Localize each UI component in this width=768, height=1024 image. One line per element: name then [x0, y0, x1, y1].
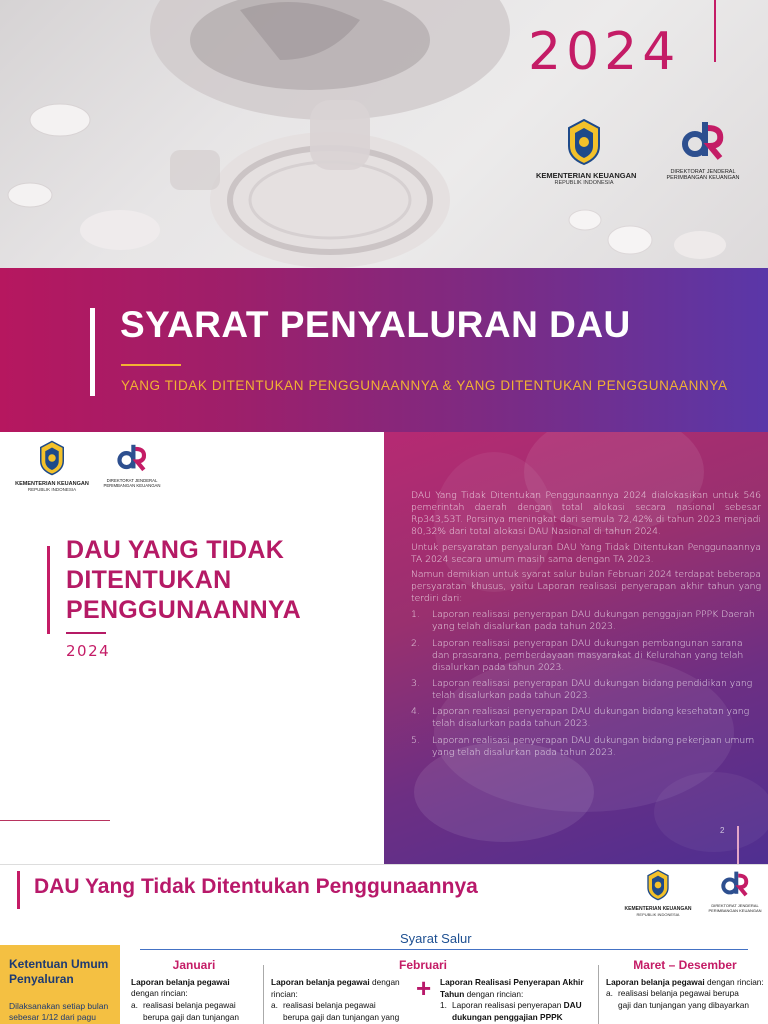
list-item: 2. Laporan realisasi penyerapan DAU dukungan pembangunan sarana dan prasarana, pemberdayaan masyarakat di Kelurahan yang telah disalurkan pada tahun 2023.: [411, 637, 744, 673]
februari-left-block: Laporan belanja pegawai dengan rincian: a. realisasi belanja pegawai berupa gaji dan tunjangan yang: [271, 977, 400, 1022]
band-accent-line: [90, 308, 95, 396]
title-band: [0, 268, 768, 432]
syarat-salur-heading: Syarat Salur: [400, 931, 472, 946]
slide-syarat-salur: [0, 864, 768, 1024]
slide2-requirements-list: [411, 609, 761, 759]
kementerian-keuangan-sub: REPUBLIK INDONESIA: [554, 180, 614, 186]
slide2-right-accent-line: [737, 826, 739, 864]
kementerian-keuangan-logo: [536, 118, 637, 186]
djpk-mark-icon: [721, 869, 749, 899]
djpk-name-line2: PERIMBANGAN KEUANGAN: [666, 175, 740, 182]
djpk-name-line1: DIREKTORAT JENDERAL: [106, 478, 158, 483]
slide2-left-panel: [0, 432, 384, 864]
slide2-title: [66, 536, 301, 625]
garuda-emblem-icon: [644, 869, 672, 901]
djpk-mark-icon: [117, 442, 147, 474]
slide-dau-overview: [0, 432, 768, 864]
column-separator: [263, 965, 264, 1024]
garuda-emblem-icon: [565, 118, 603, 166]
djpk-name-line2: PERIMBANGAN KEUANGAN: [103, 482, 161, 488]
band-title: SYARAT PENYALURAN DAU: [120, 304, 631, 345]
slide2-title-line2: DITENTUKAN: [66, 565, 232, 594]
slide2-title-line3: PENGGUNAANNYA: [66, 595, 301, 624]
slide3-title: DAU Yang Tidak Ditentukan Penggunaannya: [34, 875, 478, 898]
djpk-logo: [706, 869, 764, 913]
slide2-right-panel: [384, 432, 768, 864]
list-item: 5. Laporan realisasi penyerapan DAU dukungan bidang pekerjaan umum yang telah disalurkan pada tahun 2023.: [411, 734, 755, 758]
kementerian-keuangan-logo: [620, 869, 696, 917]
djpk-name-line1: DIREKTORAT JENDERAL: [711, 903, 759, 908]
band-subtitle: YANG TIDAK DITENTUKAN PENGGUNAANNYA & YANG DITENTUKAN PENGGUNAANNYA: [121, 378, 728, 393]
ketentuan-umum-box: [0, 945, 120, 1024]
slide2-bottom-rule: [0, 820, 110, 821]
kementerian-keuangan-name: KEMENTERIAN KEUANGAN: [536, 171, 637, 180]
garuda-emblem-icon: [37, 440, 67, 476]
band-divider: [121, 364, 181, 366]
kementerian-keuangan-sub: REPUBLIK INDONESIA: [636, 912, 680, 917]
slide2-divider: [66, 632, 106, 634]
column-header-maret-desember: Maret – Desember: [633, 958, 737, 972]
kementerian-keuangan-sub: REPUBLIK INDONESIA: [27, 487, 77, 492]
column-maret-desember: Maret – Desember Laporan belanja pegawai dengan rincian: a. realisasi belanja pegawai berupa gaji dan tunjangan yang dibayarkan: [606, 958, 764, 1011]
column-januari: Januari Laporan belanja pegawai dengan rincian: a. realisasi belanja pegawai berupa gaji dan tunjangan: [131, 957, 257, 1023]
djpk-mark-icon: [682, 118, 724, 164]
februari-right-block: Laporan Realisasi Penyerapan Akhir Tahun dengan rincian: 1. Laporan realisasi penyerapan DAU dukungan penggajian PPPK: [440, 977, 584, 1022]
cover-section: [0, 0, 768, 268]
kementerian-keuangan-logo: [14, 440, 90, 492]
ketentuan-umum-title: Ketentuan Umum Penyaluran: [9, 957, 109, 986]
djpk-logo: [100, 442, 164, 489]
djpk-logo: [664, 118, 742, 182]
column-header-januari: Januari: [172, 958, 216, 972]
slide3-accent-line: [17, 871, 20, 909]
list-item: 4. Laporan realisasi penyerapan DAU dukungan bidang kesehatan yang telah disalurkan pada tahun 2023.: [411, 706, 750, 730]
kementerian-keuangan-name: KEMENTERIAN KEUANGAN: [624, 906, 692, 912]
cover-year: 2024: [528, 22, 681, 82]
slide2-paragraph-3: Namun demikian untuk syarat salur bulan Februari 2024 terdapat beberapa persyaratan khusus, yaitu Laporan realisasi penyerapan akhir tahun yang terdiri dari:: [411, 568, 761, 605]
djpk-name-line1: DIREKTORAT JENDERAL: [670, 169, 736, 175]
cover-accent-line: [714, 0, 716, 62]
slide2-paragraph-1: DAU Yang Tidak Ditentukan Penggunaannya 2024 dialokasikan untuk 546 pemerintah daerah dengan total alokasi secara nasional sebesar Rp343,53T. Porsinya meningkat dari semula 72,42% di tahun 2023 menjadi 80,32% dari total alokasi DAU Nasional di tahun 2024.: [411, 490, 761, 538]
column-separator: [598, 965, 599, 1024]
slide2-accent-line: [47, 546, 50, 634]
list-item: 1. Laporan realisasi penyerapan DAU dukungan penggajian PPPK Daerah yang telah disalurkan pada tahun 2023.: [411, 609, 755, 633]
kementerian-keuangan-name: KEMENTERIAN KEUANGAN: [15, 481, 89, 487]
slide2-page-number: 2: [720, 826, 725, 835]
plus-icon: +: [416, 973, 432, 1003]
slide2-body-text: [411, 490, 761, 763]
slide2-year: 2024: [66, 642, 111, 660]
djpk-name-line2: PERIMBANGAN KEUANGAN: [708, 907, 762, 913]
column-header-februari: Februari: [399, 958, 448, 972]
ketentuan-umum-text: Dilaksanakan setiap bulan sebesar 1/12 dari pagu: [9, 1001, 109, 1023]
slide2-paragraph-2: Untuk persyaratan penyaluran DAU Yang Tidak Ditentukan Penggunaannya TA 2024 secara umum masih sama dengan TA 2023.: [411, 541, 761, 565]
slide2-title-line1: DAU YANG TIDAK: [66, 536, 285, 564]
syarat-salur-rule: [140, 949, 748, 950]
list-item: 3. Laporan realisasi penyerapan DAU dukungan bidang pendidikan yang telah disalurkan pada tahun 2023.: [411, 677, 753, 702]
column-februari: [271, 957, 591, 977]
